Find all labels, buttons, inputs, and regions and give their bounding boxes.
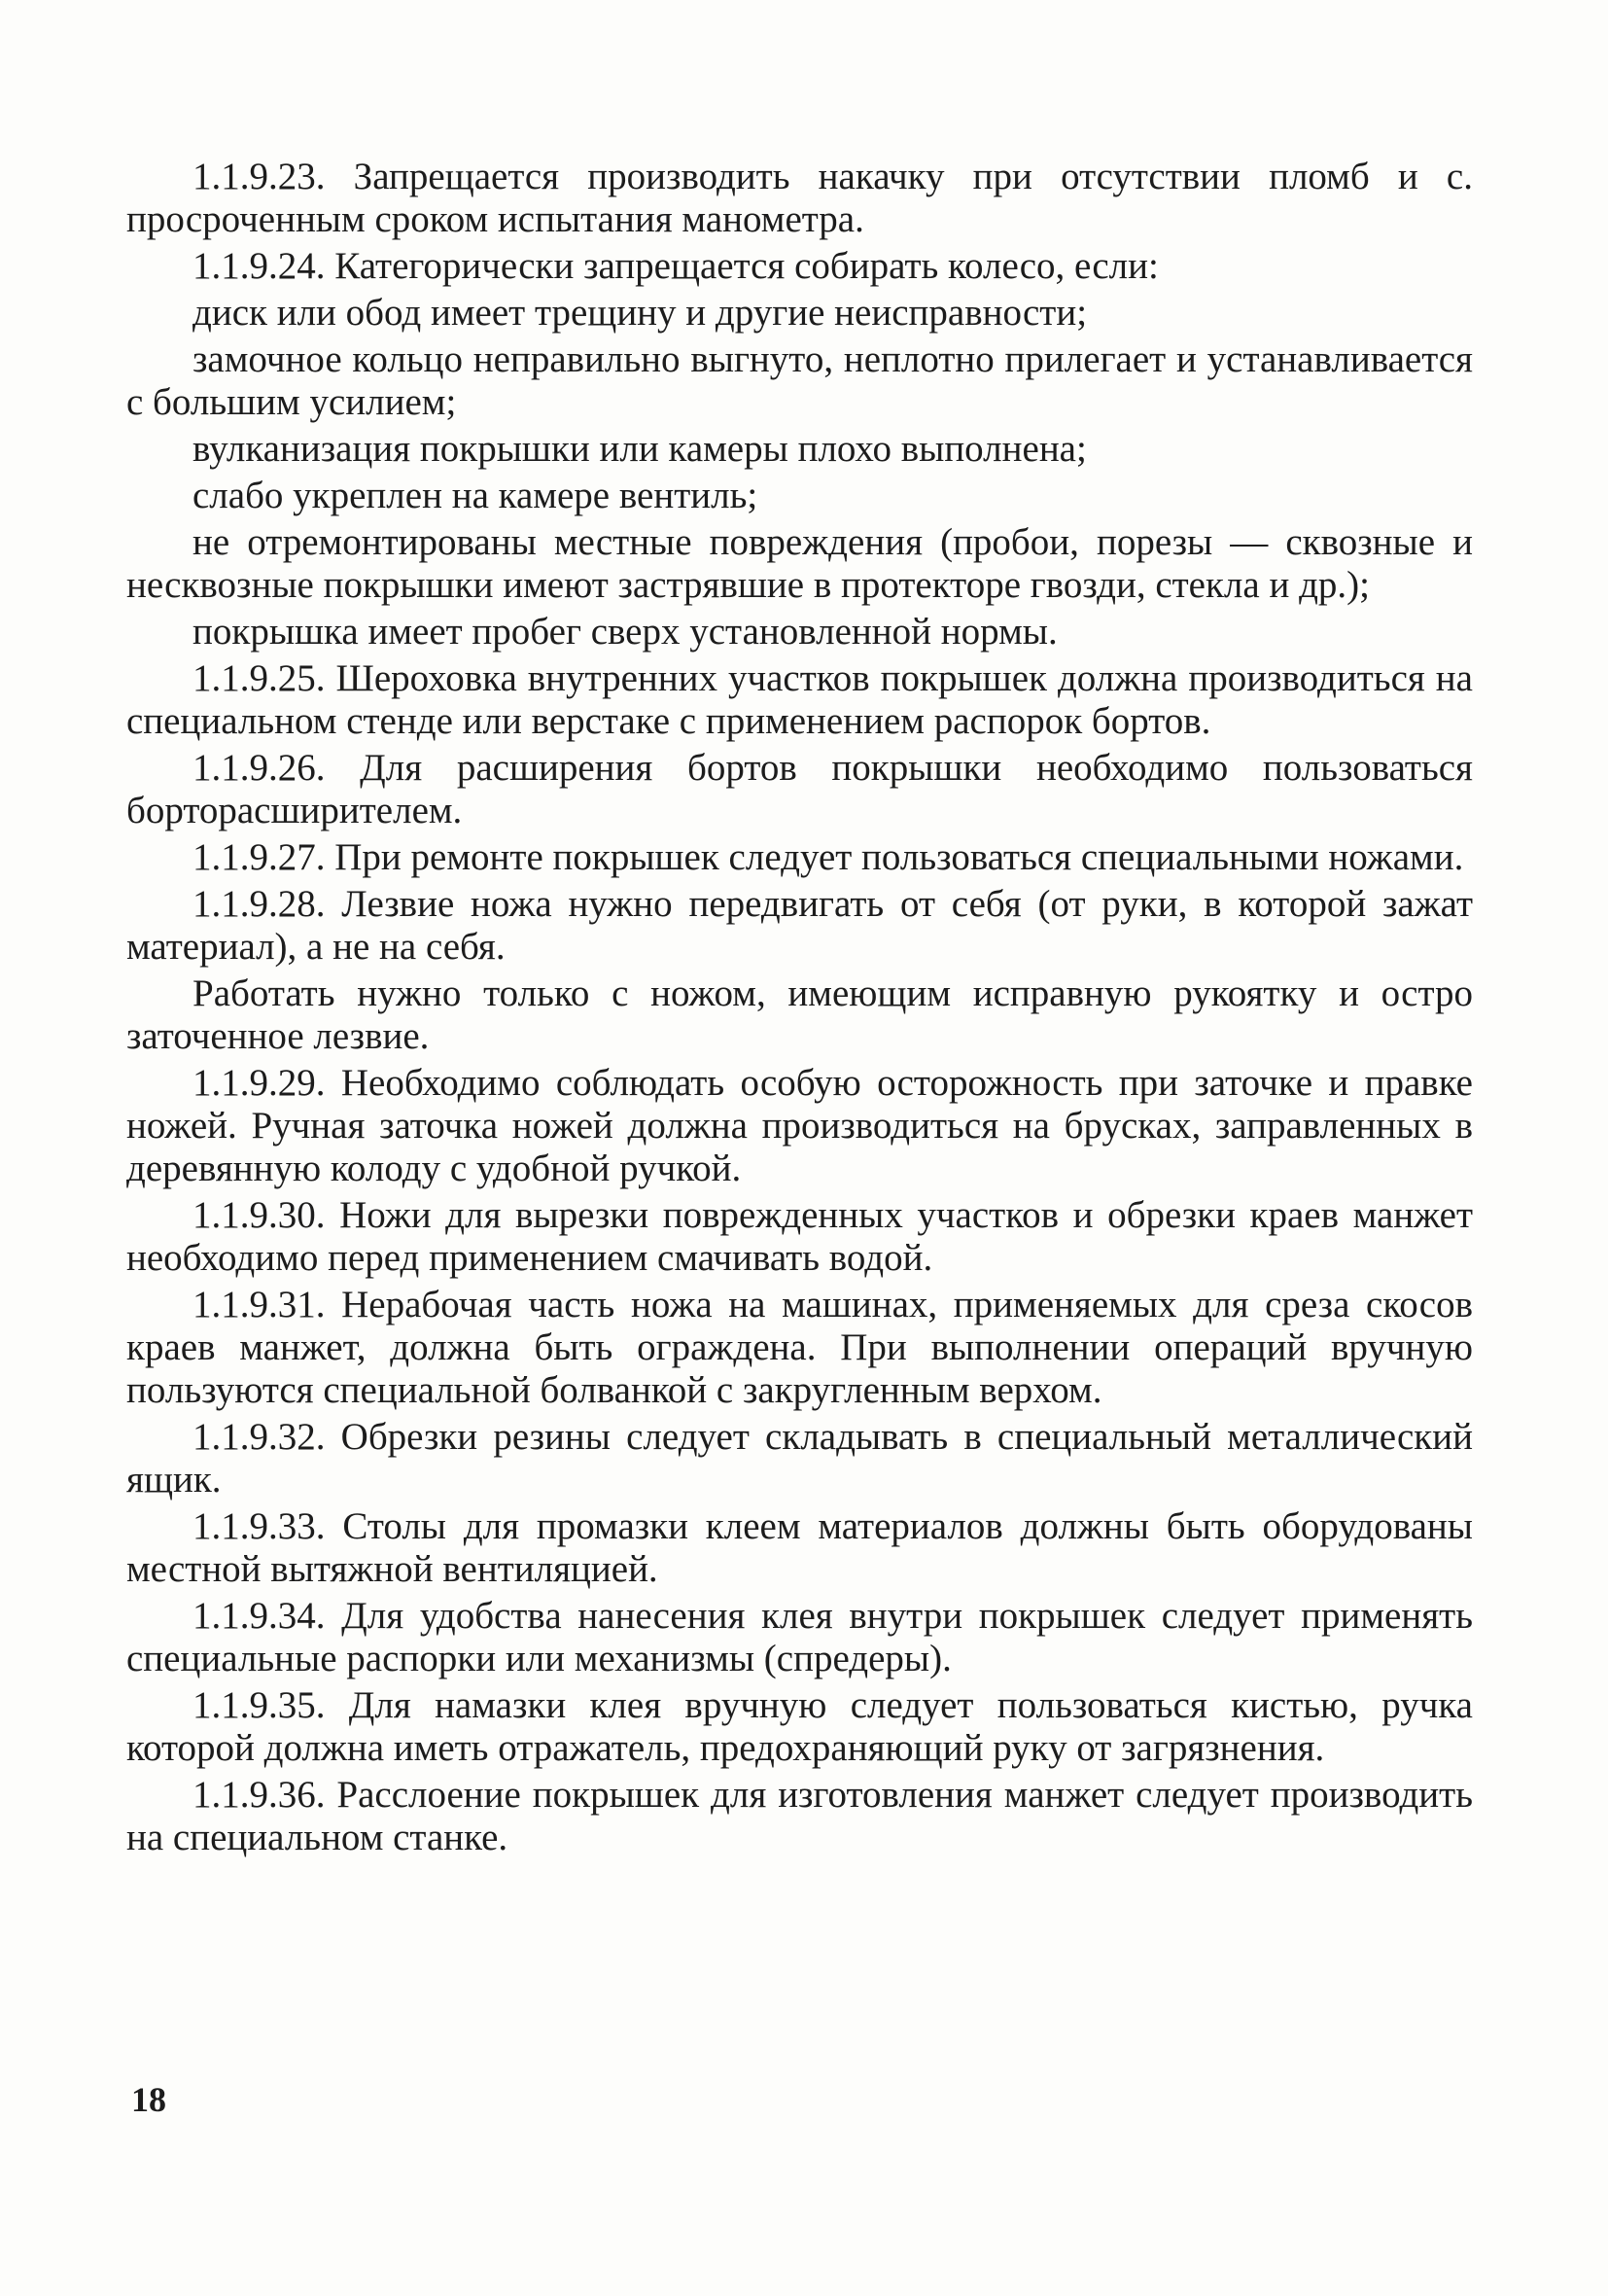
paragraph-1-1-9-23: 1.1.9.23. Запрещается производить накачку при отсутствии пломб и с. просроченным сроком испытания манометра. — [126, 156, 1473, 240]
paragraph-1-1-9-30: 1.1.9.30. Ножи для вырезки поврежденных участков и обрезки краев манжет необходимо перед применением смачивать водой. — [126, 1194, 1473, 1279]
paragraph-1-1-9-33: 1.1.9.33. Столы для промазки клеем материалов должны быть оборудованы местной вытяжной вентиляцией. — [126, 1505, 1473, 1590]
list-item-disk: диск или обод имеет трещину и другие неисправности; — [192, 292, 1088, 334]
paragraph-1-1-9-24: 1.1.9.24. Категорически запрещается собирать колесо, если: — [192, 245, 1159, 287]
paragraph-1-1-9-34: 1.1.9.34. Для удобства нанесения клея внутри покрышек следует применять специальные распорки или механизмы (спредеры). — [126, 1595, 1473, 1679]
paragraph-1-1-9-28: 1.1.9.28. Лезвие ножа нужно передвигать от себя (от руки, в которой зажат материал), а не на себя. — [126, 883, 1473, 968]
list-item-damage: не отремонтированы местные повреждения (пробои, порезы — сквозные и несквозные покрышки имеют застрявшие в протекторе гвозди, стекла и др.); — [126, 521, 1473, 606]
list-item-valve: слабо укреплен на камере вентиль; — [192, 475, 758, 516]
list-item-lock-ring: замочное кольцо неправильно выгнуто, неплотно прилегает и устанавливается с большим усилием; — [126, 338, 1473, 423]
paragraph-1-1-9-26: 1.1.9.26. Для расширения бортов покрышки необходимо пользоваться борторасширителем. — [126, 747, 1473, 831]
paragraph-1-1-9-36: 1.1.9.36. Расслоение покрышек для изготовления манжет следует производить на специальном станке. — [126, 1774, 1473, 1858]
body-text — [126, 156, 1473, 1863]
paragraph-1-1-9-32: 1.1.9.32. Обрезки резины следует складывать в специальный металлический ящик. — [126, 1416, 1473, 1501]
paragraph-knife-handle: Работать нужно только с ножом, имеющим исправную рукоятку и остро заточенное лезвие. — [126, 972, 1473, 1057]
paragraph-1-1-9-31: 1.1.9.31. Нерабочая часть ножа на машинах, применяемых для среза скосов краев манжет, должна быть ограждена. При выполнении операций вручную пользуются специальной болванкой с закругленным верхом. — [126, 1284, 1473, 1411]
page-number: 18 — [131, 2080, 166, 2119]
paragraph-1-1-9-29: 1.1.9.29. Необходимо соблюдать особую осторожность при заточке и правке ножей. Ручная заточка ножей должна производиться на брусках, заправленных в деревянную колоду с удобной ручкой. — [126, 1062, 1473, 1189]
paragraph-1-1-9-27: 1.1.9.27. При ремонте покрышек следует пользоваться специальными ножами. — [192, 836, 1464, 878]
list-item-vulcanization: вулканизация покрышки или камеры плохо выполнена; — [192, 428, 1087, 470]
paragraph-1-1-9-35: 1.1.9.35. Для намазки клея вручную следует пользоваться кистью, ручка которой должна иметь отражатель, предохраняющий руку от загрязнения. — [126, 1684, 1473, 1769]
paragraph-1-1-9-25: 1.1.9.25. Шероховка внутренних участков покрышек должна производиться на специальном стенде или верстаке с применением распорок бортов. — [126, 657, 1473, 742]
list-item-mileage: покрышка имеет пробег сверх установленной нормы. — [192, 611, 1058, 653]
